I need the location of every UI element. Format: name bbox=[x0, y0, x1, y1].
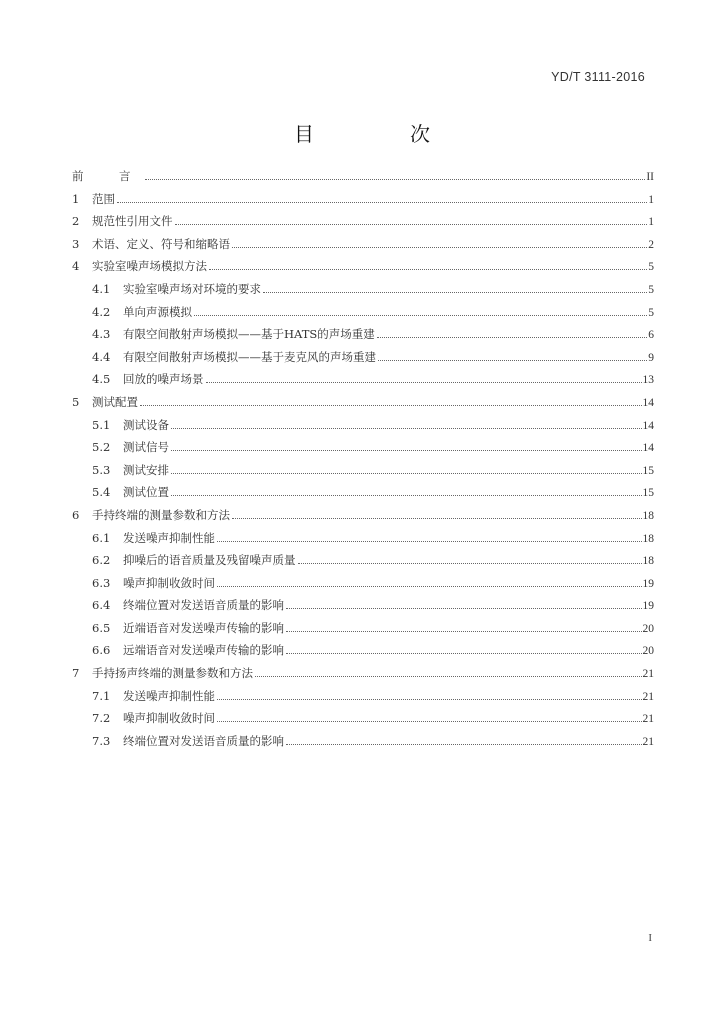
toc-entry[interactable] bbox=[72, 258, 654, 281]
toc-entry-label: 回放的噪声场景 bbox=[123, 372, 204, 387]
toc-entry-page: 6 bbox=[648, 329, 654, 342]
toc-entry-number: 5 bbox=[72, 394, 80, 409]
toc-entry-label: 测试信号 bbox=[123, 440, 169, 455]
toc-dot-leader bbox=[286, 630, 642, 632]
toc-entry[interactable] bbox=[72, 394, 654, 417]
toc-entry-page: 5 bbox=[648, 306, 654, 319]
toc-dot-leader bbox=[298, 562, 642, 564]
toc-entry-page: 14 bbox=[642, 442, 654, 455]
toc-entry-page: 18 bbox=[642, 555, 654, 568]
toc-entry-page: 18 bbox=[642, 532, 654, 545]
toc-entry-page: 18 bbox=[642, 509, 654, 522]
toc-entry-label: 远端语音对发送噪声传输的影响 bbox=[123, 643, 284, 658]
toc-entry-number: 6.1 bbox=[92, 530, 111, 545]
toc-entry-label: 噪声抑制收敛时间 bbox=[123, 575, 215, 590]
toc-entry-label: 单向声源模拟 bbox=[123, 304, 192, 319]
toc-entry-number: 7 bbox=[72, 666, 80, 681]
toc-entry-number: 1 bbox=[72, 191, 80, 206]
toc-dot-leader bbox=[286, 743, 642, 745]
toc-entry[interactable] bbox=[72, 462, 654, 485]
toc-entry-page: 13 bbox=[642, 374, 654, 387]
toc-dot-leader bbox=[377, 336, 647, 338]
toc-dot-leader bbox=[175, 223, 648, 225]
table-of-contents bbox=[72, 168, 654, 755]
toc-entry-label: 范围 bbox=[92, 191, 115, 206]
toc-dot-leader bbox=[255, 675, 642, 677]
toc-entry-page: II bbox=[646, 171, 654, 183]
toc-dot-leader bbox=[140, 404, 642, 406]
toc-entry[interactable] bbox=[72, 688, 654, 711]
toc-entry-number: 4.2 bbox=[92, 304, 111, 319]
toc-entry-number: 5.1 bbox=[92, 417, 111, 432]
toc-entry[interactable] bbox=[72, 168, 654, 191]
toc-entry-number: 6.3 bbox=[92, 575, 111, 590]
toc-entry[interactable] bbox=[72, 349, 654, 372]
toc-entry-page: 21 bbox=[642, 735, 654, 748]
toc-entry-number: 5.3 bbox=[92, 462, 111, 477]
toc-entry-label: 规范性引用文件 bbox=[92, 214, 173, 229]
toc-dot-leader bbox=[378, 359, 647, 361]
toc-entry-label: 手持终端的测量参数和方法 bbox=[92, 507, 230, 522]
toc-dot-leader bbox=[217, 585, 642, 587]
toc-dot-leader bbox=[286, 607, 642, 609]
toc-entry-number: 7.1 bbox=[92, 688, 111, 703]
toc-entry-page: 1 bbox=[648, 216, 654, 229]
toc-entry-number: 3 bbox=[72, 236, 80, 251]
toc-dot-leader bbox=[209, 268, 647, 270]
toc-entry-page: 21 bbox=[642, 713, 654, 726]
toc-entry[interactable] bbox=[72, 620, 654, 643]
toc-entry-label: 手持扬声终端的测量参数和方法 bbox=[92, 666, 253, 681]
toc-entry-label: 有限空间散射声场模拟——基于HATS的声场重建 bbox=[123, 327, 375, 342]
toc-entry-page: 19 bbox=[642, 577, 654, 590]
toc-entry-number: 6.5 bbox=[92, 620, 111, 635]
toc-entry[interactable] bbox=[72, 530, 654, 553]
toc-dot-leader bbox=[145, 178, 646, 180]
toc-entry-label: 终端位置对发送语音质量的影响 bbox=[123, 598, 284, 613]
toc-dot-leader bbox=[171, 449, 642, 451]
toc-dot-leader bbox=[171, 472, 642, 474]
toc-entry[interactable] bbox=[72, 371, 654, 394]
toc-entry-page: 20 bbox=[642, 645, 654, 658]
toc-entry-label: 发送噪声抑制性能 bbox=[123, 530, 215, 545]
toc-entry-page: 19 bbox=[642, 600, 654, 613]
toc-entry-number: 4 bbox=[72, 259, 80, 274]
toc-entry[interactable] bbox=[72, 281, 654, 304]
toc-entry-page: 21 bbox=[642, 668, 654, 681]
toc-entry-page: 15 bbox=[642, 464, 654, 477]
toc-entry-page: 1 bbox=[648, 193, 654, 206]
toc-entry-label: 抑噪后的语音质量及残留噪声质量 bbox=[123, 553, 296, 568]
toc-entry-page: 20 bbox=[642, 622, 654, 635]
standard-code: YD/T 3111-2016 bbox=[551, 70, 645, 84]
toc-entry[interactable] bbox=[72, 236, 654, 259]
toc-entry[interactable] bbox=[72, 665, 654, 688]
toc-entry[interactable] bbox=[72, 597, 654, 620]
toc-dot-leader bbox=[217, 540, 642, 542]
toc-entry-page: 2 bbox=[648, 238, 654, 251]
toc-dot-leader bbox=[117, 201, 647, 203]
toc-dot-leader bbox=[232, 246, 647, 248]
toc-entry[interactable] bbox=[72, 304, 654, 327]
toc-entry-label: 前 言 bbox=[72, 169, 143, 183]
toc-entry[interactable] bbox=[72, 552, 654, 575]
toc-entry-label: 终端位置对发送语音质量的影响 bbox=[123, 733, 284, 748]
toc-entry-label: 测试安排 bbox=[123, 462, 169, 477]
toc-entry-number: 4.5 bbox=[92, 372, 111, 387]
toc-dot-leader bbox=[217, 698, 642, 700]
toc-entry-number: 6.6 bbox=[92, 643, 111, 658]
toc-entry-number: 7.3 bbox=[92, 733, 111, 748]
toc-entry-page: 9 bbox=[648, 351, 654, 364]
toc-dot-leader bbox=[171, 427, 642, 429]
toc-entry-page: 5 bbox=[648, 261, 654, 274]
toc-entry[interactable] bbox=[72, 191, 654, 214]
toc-entry-label: 实验室噪声场模拟方法 bbox=[92, 259, 207, 274]
toc-entry[interactable] bbox=[72, 439, 654, 462]
toc-entry-page: 5 bbox=[648, 283, 654, 296]
toc-entry-label: 近端语音对发送噪声传输的影响 bbox=[123, 620, 284, 635]
toc-entry[interactable] bbox=[72, 326, 654, 349]
footer-page-number: I bbox=[648, 932, 652, 944]
toc-entry[interactable] bbox=[72, 213, 654, 236]
toc-dot-leader bbox=[194, 314, 647, 316]
toc-entry-label: 测试位置 bbox=[123, 485, 169, 500]
toc-entry[interactable] bbox=[72, 642, 654, 665]
toc-entry-page: 15 bbox=[642, 487, 654, 500]
toc-entry[interactable] bbox=[72, 733, 654, 756]
toc-dot-leader bbox=[171, 494, 642, 496]
toc-entry-label: 发送噪声抑制性能 bbox=[123, 688, 215, 703]
toc-entry-number: 6.4 bbox=[92, 598, 111, 613]
toc-entry-number: 5.4 bbox=[92, 485, 111, 500]
toc-dot-leader bbox=[286, 652, 642, 654]
toc-entry-label: 术语、定义、符号和缩略语 bbox=[92, 236, 230, 251]
toc-entry-number: 2 bbox=[72, 214, 80, 229]
toc-entry-page: 14 bbox=[642, 396, 654, 409]
toc-dot-leader bbox=[206, 381, 642, 383]
page-title: 目 次 bbox=[294, 122, 468, 146]
toc-dot-leader bbox=[263, 291, 647, 293]
toc-entry-label: 实验室噪声场对环境的要求 bbox=[123, 281, 261, 296]
toc-entry[interactable] bbox=[72, 484, 654, 507]
toc-entry-label: 测试配置 bbox=[92, 394, 138, 409]
toc-entry[interactable] bbox=[72, 417, 654, 440]
toc-entry-page: 21 bbox=[642, 690, 654, 703]
toc-entry[interactable] bbox=[72, 507, 654, 530]
toc-entry-number: 4.1 bbox=[92, 281, 111, 296]
toc-entry-label: 测试设备 bbox=[123, 417, 169, 432]
toc-entry-number: 7.2 bbox=[92, 711, 111, 726]
toc-dot-leader bbox=[232, 517, 642, 519]
toc-entry-number: 4.3 bbox=[92, 327, 111, 342]
toc-entry-number: 4.4 bbox=[92, 349, 111, 364]
toc-entry-number: 5.2 bbox=[92, 440, 111, 455]
toc-dot-leader bbox=[217, 720, 642, 722]
toc-entry-page: 14 bbox=[642, 419, 654, 432]
toc-entry-number: 6.2 bbox=[92, 553, 111, 568]
toc-entry-label: 噪声抑制收敛时间 bbox=[123, 711, 215, 726]
toc-entry[interactable] bbox=[72, 575, 654, 598]
toc-entry-number: 6 bbox=[72, 507, 80, 522]
toc-entry[interactable] bbox=[72, 710, 654, 733]
toc-entry-label: 有限空间散射声场模拟——基于麦克风的声场重建 bbox=[123, 349, 376, 364]
